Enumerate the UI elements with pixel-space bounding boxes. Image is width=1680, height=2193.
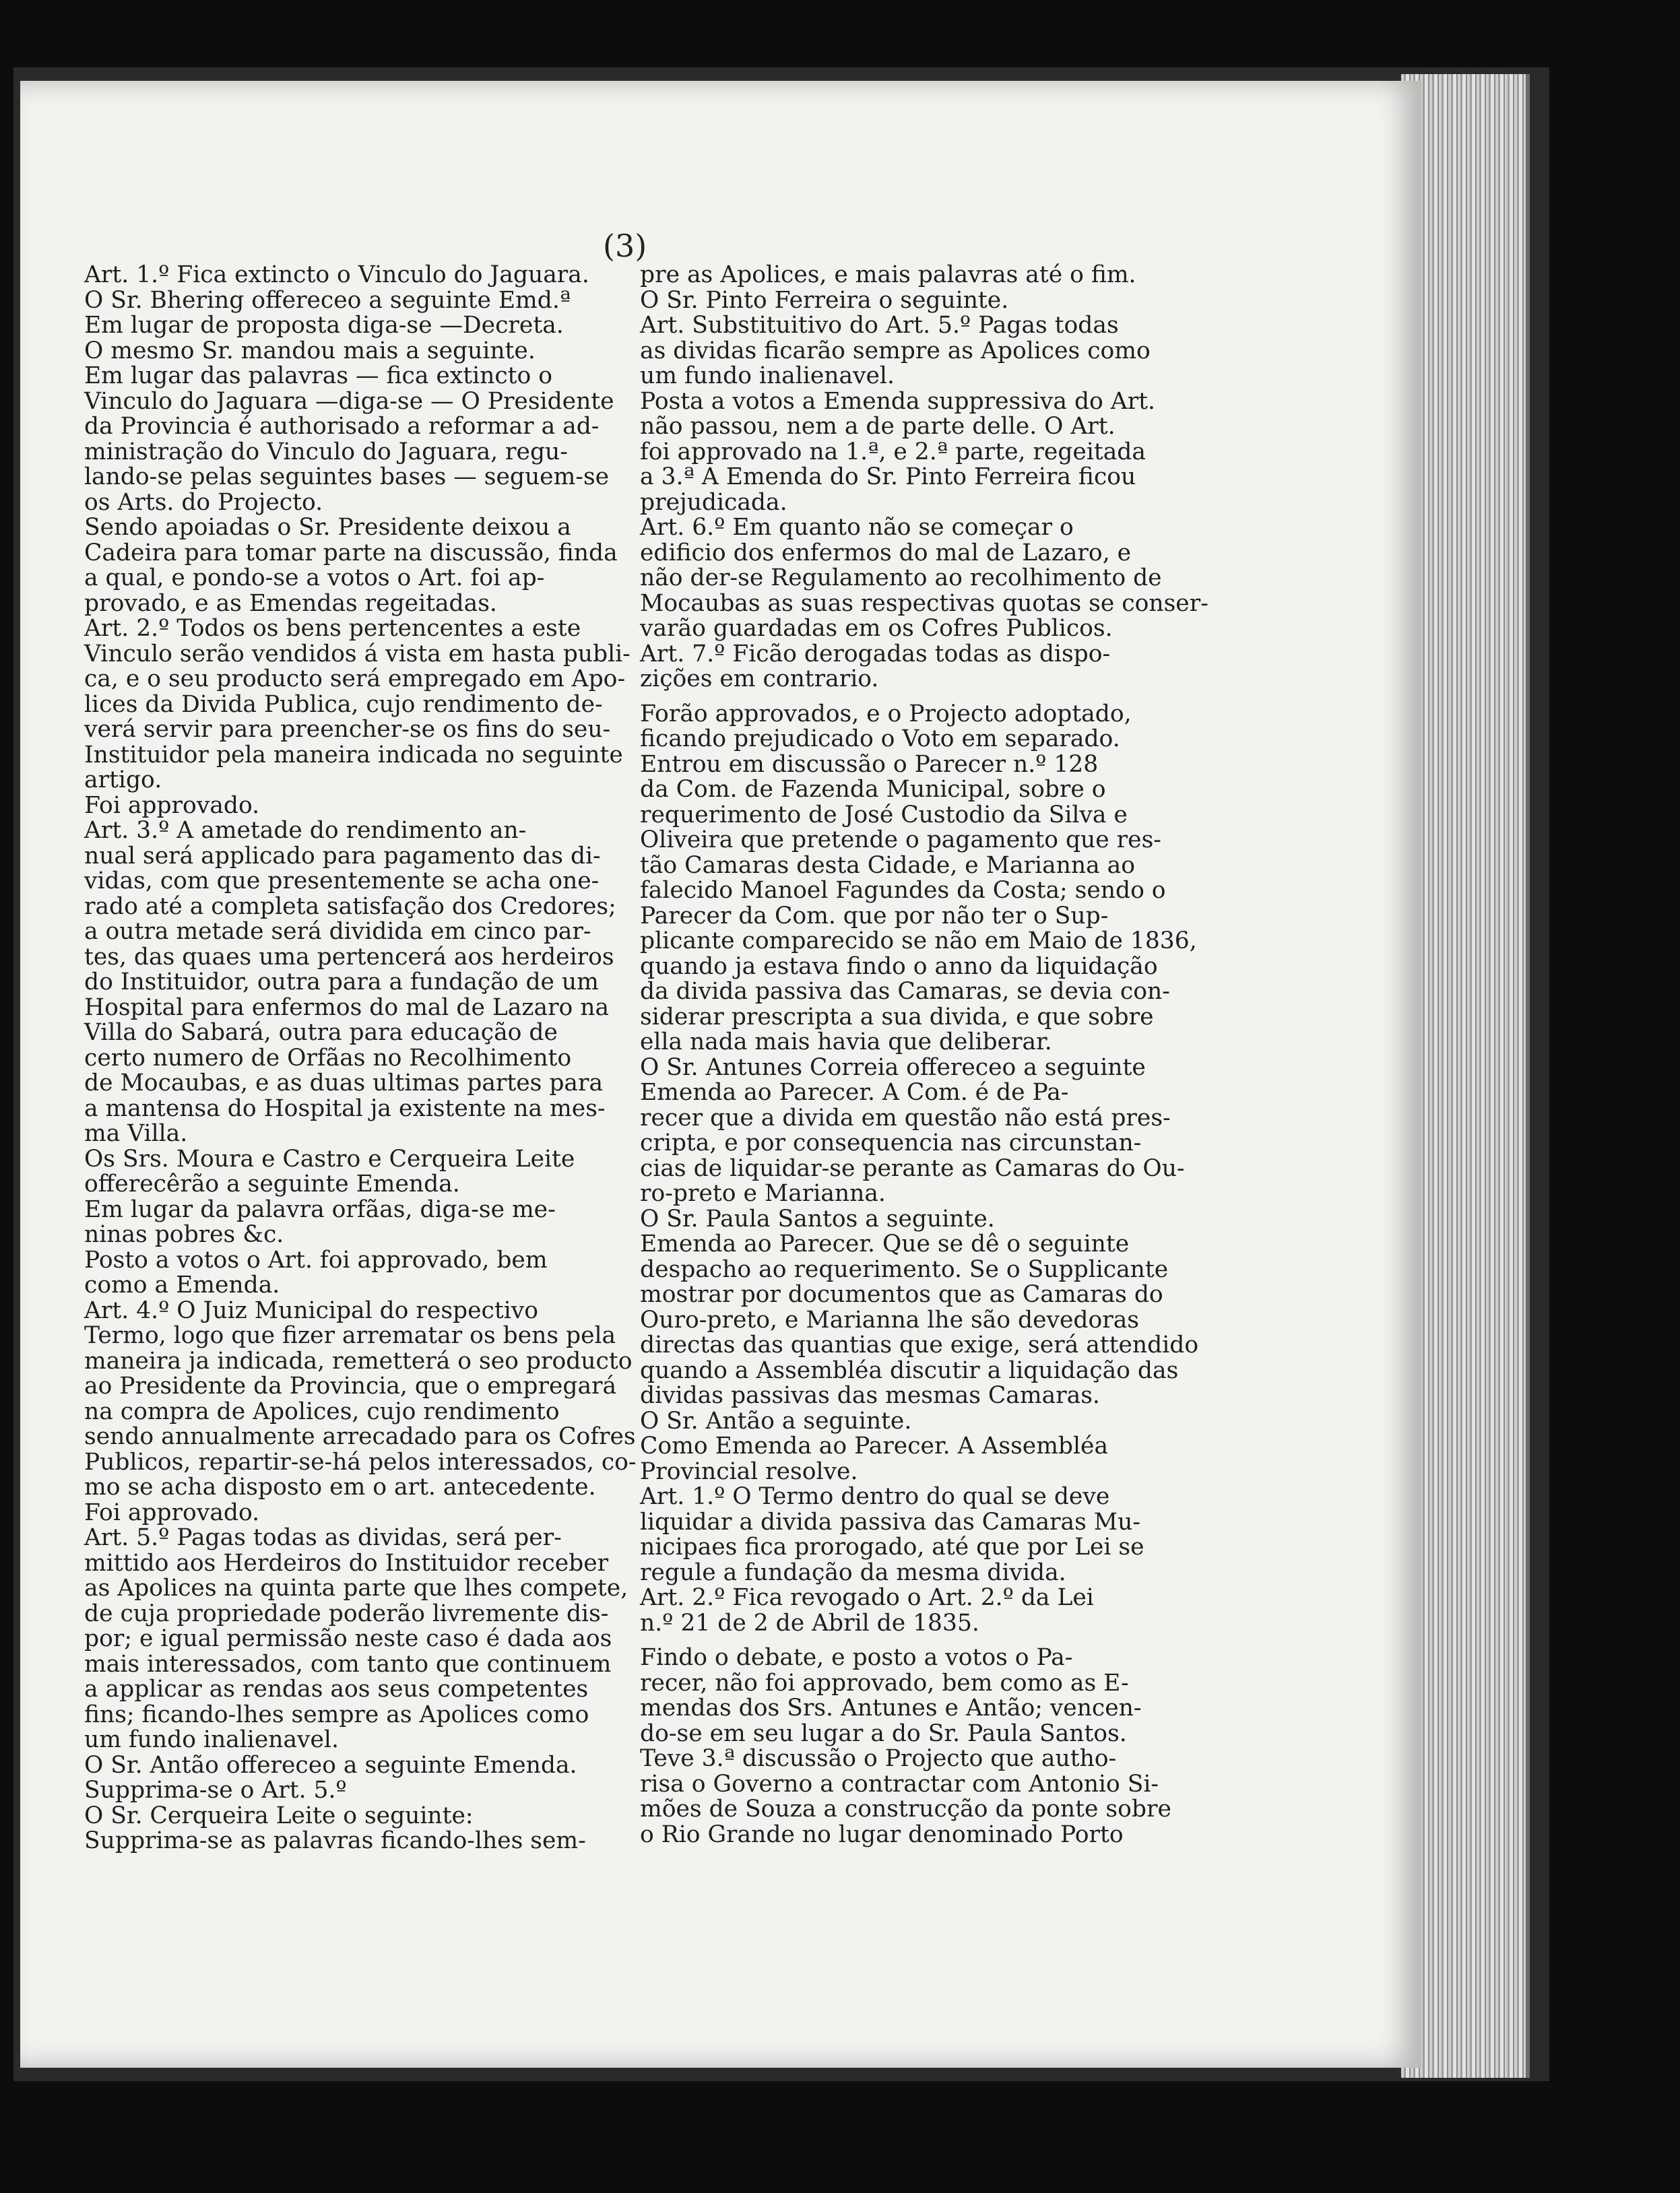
text-line: não der-se Regulamento ao recolhimento de <box>640 564 1162 591</box>
text-line: de Mocaubas, e as duas ultimas partes para <box>84 1070 604 1096</box>
text-line: O Sr. Bhering offereceo a seguinte Emd.ª <box>84 286 571 314</box>
text-line: de cuja propriedade poderão livremente dis- <box>84 1600 609 1627</box>
text-line: tão Camaras desta Cidade, e Marianna ao <box>640 851 1135 879</box>
text-line: as Apolices na quinta parte que lhes compete, <box>84 1575 628 1602</box>
text-line: da Provincia é authorisado a reformar a ad- <box>84 413 600 440</box>
text-line: mostrar por documentos que as Camaras do <box>640 1281 1163 1308</box>
text-line: Teve 3.ª discussão o Projecto que autho- <box>640 1745 1117 1772</box>
text-line: prejudicada. <box>640 488 787 516</box>
text-line: Foi approvado. <box>84 791 260 819</box>
text-line: a qual, e pondo-se a votos o Art. foi ap- <box>84 564 545 591</box>
text-line: vidas, com que presentemente se acha one- <box>84 868 600 894</box>
text-line: da Com. de Fazenda Municipal, sobre o <box>640 776 1106 803</box>
text-line: maneira ja indicada, remetterá o seo producto <box>84 1347 633 1375</box>
text-line: ma Villa. <box>84 1120 188 1147</box>
text-line: Villa do Sabará, outra para educação de <box>84 1019 558 1046</box>
text-line: verá servir para preencher-se os fins do seu- <box>84 716 611 743</box>
text-line: do Instituidor, outra para a fundação de um <box>84 969 599 995</box>
text-line: Parecer da Com. que por não ter o Sup- <box>640 902 1109 929</box>
text-line: provado, e as Emendas regeitadas. <box>84 589 497 617</box>
text-line: não passou, nem a de parte delle. O Art. <box>640 413 1116 440</box>
text-line: directas das quantias que exige, será attendido <box>640 1332 1199 1359</box>
text-line: Art. 1.º O Termo dentro do qual se deve <box>640 1483 1110 1510</box>
text-line: Oliveira que pretende o pagamento que res- <box>640 826 1161 853</box>
text-line: nual será applicado para pagamento das di- <box>84 842 601 870</box>
text-line: Forão approvados, e o Projecto adoptado, <box>640 700 1132 727</box>
text-line: ministração do Vinculo do Jaguara, regu- <box>84 438 568 465</box>
text-line: ao Presidente da Provincia, que o empregará <box>84 1373 617 1400</box>
text-line: despacho ao requerimento. Se o Supplicante <box>640 1255 1169 1283</box>
text-line: Emenda ao Parecer. A Com. é de Pa- <box>640 1079 1069 1106</box>
text-line: Supprima-se as palavras ficando-lhes sem- <box>84 1827 586 1854</box>
text-line: liquidar a divida passiva das Camaras Mu- <box>640 1508 1140 1536</box>
text-line: Termo, logo que fizer arrematar os bens pela <box>84 1322 616 1349</box>
text-line: mais interessados, com tanto que continuem <box>84 1650 612 1678</box>
text-line: as dividas ficarão sempre as Apolices como <box>640 337 1151 364</box>
text-line: Art. 6.º Em quanto não se começar o <box>640 514 1074 541</box>
text-line: Sendo apoiadas o Sr. Presidente deixou a <box>84 514 571 541</box>
text-line: Vinculo do Jaguara —diga-se — O Presidente <box>84 387 614 415</box>
text-line: Hospital para enfermos do mal de Lazaro na <box>84 993 610 1021</box>
text-line: Art. 1.º Fica extincto o Vinculo do Jaguara. <box>84 261 589 288</box>
text-line: dividas passivas das mesmas Camaras. <box>640 1382 1100 1409</box>
text-line: falecido Manoel Fagundes da Costa; sendo o <box>640 877 1166 904</box>
text-line: fins; ficando-lhes sempre as Apolices como <box>84 1701 589 1728</box>
text-line: mittido aos Herdeiros do Instituidor receber <box>84 1549 609 1577</box>
text-line: n.º 21 de 2 de Abril de 1835. <box>640 1609 979 1637</box>
text-line: mo se acha disposto em o art. antecedente. <box>84 1474 596 1501</box>
text-line: requerimento de José Custodio da Silva e <box>640 801 1128 828</box>
text-line: O Sr. Antão offereceo a seguinte Emenda. <box>84 1751 577 1779</box>
text-line: Em lugar da palavra orfãas, diga-se me- <box>84 1196 556 1223</box>
text-line: artigo. <box>84 766 162 793</box>
text-line: recer que a divida em questão não está pres- <box>640 1104 1171 1132</box>
text-line: Posto a votos o Art. foi approvado, bem <box>84 1246 548 1274</box>
text-line: a outra metade será dividida em cinco par- <box>84 918 591 945</box>
text-line: Art. 7.º Ficão derogadas todas as dispo- <box>640 640 1111 667</box>
text-line: Mocaubas as suas respectivas quotas se conser- <box>640 589 1208 617</box>
text-line: lices da Divida Publica, cujo rendimento de- <box>84 690 603 718</box>
text-line: Instituidor pela maneira indicada no seguinte <box>84 741 623 768</box>
text-line: Cadeira para tomar parte na discussão, finda <box>84 539 618 566</box>
text-line: Art. 5.º Pagas todas as dividas, será per- <box>84 1524 562 1551</box>
text-line: cias de liquidar-se perante as Camaras do Ou- <box>640 1154 1185 1182</box>
text-line: do-se em seu lugar a do Sr. Paula Santos. <box>640 1720 1127 1747</box>
text-line: quando ja estava findo o anno da liquidação <box>640 952 1158 980</box>
text-line: sendo annualmente arrecadado para os Cofres <box>84 1423 636 1450</box>
text-line: regule a fundação da mesma divida. <box>640 1559 1066 1586</box>
text-line: os Arts. do Projecto. <box>84 488 323 516</box>
text-line: a mantensa do Hospital ja existente na mes- <box>84 1094 606 1122</box>
text-line: ca, e o seu producto será empregado em Apo- <box>84 665 626 692</box>
text-line: certo numero de Orfãas no Recolhimento <box>84 1044 572 1072</box>
text-line: Ouro-preto, e Marianna lhe são devedoras <box>640 1306 1140 1334</box>
left-column <box>84 261 637 1854</box>
text-line: a 3.ª A Emenda do Sr. Pinto Ferreira ficou <box>640 463 1136 490</box>
text-line: Emenda ao Parecer. Que se dê o seguinte <box>640 1231 1130 1257</box>
text-line: Art. 3.º A ametade do rendimento an- <box>84 817 527 844</box>
text-line: Em lugar de proposta diga-se —Decreta. <box>84 312 564 339</box>
text-line: ninas pobres &c. <box>84 1221 284 1248</box>
text-line: Entrou em discussão o Parecer n.º 128 <box>640 750 1099 778</box>
text-line: O Sr. Antão a seguinte. <box>640 1407 912 1435</box>
text-line: O Sr. Pinto Ferreira o seguinte. <box>640 286 1009 314</box>
text-line: cripta, e por consequencia nas circunstan- <box>640 1130 1142 1156</box>
text-line: um fundo inalienavel. <box>84 1726 339 1753</box>
text-line: Supprima-se o Art. 5.º <box>84 1777 347 1804</box>
text-line: O Sr. Cerqueira Leite o seguinte: <box>84 1802 474 1829</box>
text-line: um fundo inalienavel. <box>640 362 895 389</box>
text-line: O Sr. Paula Santos a seguinte. <box>640 1205 995 1233</box>
text-line: pre as Apolices, e mais palavras até o fim. <box>640 261 1136 288</box>
text-line: rado até a completa satisfação dos Credores; <box>84 892 616 920</box>
text-line: Os Srs. Moura e Castro e Cerqueira Leite <box>84 1145 575 1173</box>
text-line: recer, não foi approvado, bem como as E- <box>640 1669 1129 1697</box>
text-line: ella nada mais havia que deliberar. <box>640 1028 1052 1055</box>
text-line: risa o Governo a contractar com Antonio Si- <box>640 1770 1159 1798</box>
text-line: Posta a votos a Emenda suppressiva do Art. <box>640 387 1156 415</box>
text-line: Como Emenda ao Parecer. A Assembléa <box>640 1433 1109 1460</box>
text-line: Publicos, repartir-se-há pelos interessados, co- <box>84 1448 637 1476</box>
text-line: a applicar as rendas aos seus competentes <box>84 1676 589 1703</box>
right-column <box>640 261 1208 1848</box>
text-line: O Sr. Antunes Correia offereceo a seguinte <box>640 1053 1146 1081</box>
text-line: varão guardadas em os Cofres Publicos. <box>640 615 1113 642</box>
text-line: por; e igual permissão neste caso é dada aos <box>84 1625 612 1652</box>
text-line: lando-se pelas seguintes bases — seguem-se <box>84 463 610 490</box>
text-line: Foi approvado. <box>84 1499 260 1526</box>
text-line: Em lugar das palavras — fica extincto o <box>84 362 553 389</box>
text-line: mões de Souza a construcção da ponte sobre <box>640 1796 1171 1823</box>
text-line: foi approvado na 1.ª, e 2.ª parte, regeitada <box>640 438 1146 465</box>
text-line: ficando prejudicado o Voto em separado. <box>640 725 1120 752</box>
text-line: Provincial resolve. <box>640 1458 858 1485</box>
text-line: edificio dos enfermos do mal de Lazaro, e <box>640 539 1132 566</box>
text-line: Art. 4.º O Juiz Municipal do respectivo <box>84 1297 539 1324</box>
text-line: como a Emenda. <box>84 1272 280 1299</box>
text-line: Art. 2.º Fica revogado o Art. 2.º da Lei <box>640 1584 1094 1611</box>
page-number: (3) <box>603 228 647 264</box>
text-line: Art. 2.º Todos os bens pertencentes a este <box>84 615 581 642</box>
text-line: o Rio Grande no lugar denominado Porto <box>640 1821 1124 1848</box>
text-line: offerecêrão a seguinte Emenda. <box>84 1171 460 1198</box>
text-line: da divida passiva das Camaras, se devia con- <box>640 978 1170 1005</box>
text-line: mendas dos Srs. Antunes e Antão; vencen- <box>640 1695 1142 1722</box>
text-line: na compra de Apolices, cujo rendimento <box>84 1398 560 1425</box>
text-line: Vinculo serão vendidos á vista em hasta publi- <box>84 640 631 667</box>
text-line: zições em contrario. <box>640 665 879 692</box>
text-line: siderar prescripta a sua divida, e que sobre <box>640 1003 1154 1030</box>
text-line: Art. Substituitivo do Art. 5.º Pagas todas <box>640 312 1119 339</box>
text-line: plicante comparecido se não em Maio de 1836, <box>640 927 1197 954</box>
text-line: nicipaes fica prorogado, até que por Lei se <box>640 1534 1144 1561</box>
text-line: quando a Assembléa discutir a liquidação das <box>640 1356 1179 1384</box>
text-line: tes, das quaes uma pertencerá aos herdeiros <box>84 943 614 971</box>
text-line: ro-preto e Marianna. <box>640 1180 886 1207</box>
text-line: Findo o debate, e posto a votos o Pa- <box>640 1644 1073 1671</box>
text-line: O mesmo Sr. mandou mais a seguinte. <box>84 337 536 364</box>
